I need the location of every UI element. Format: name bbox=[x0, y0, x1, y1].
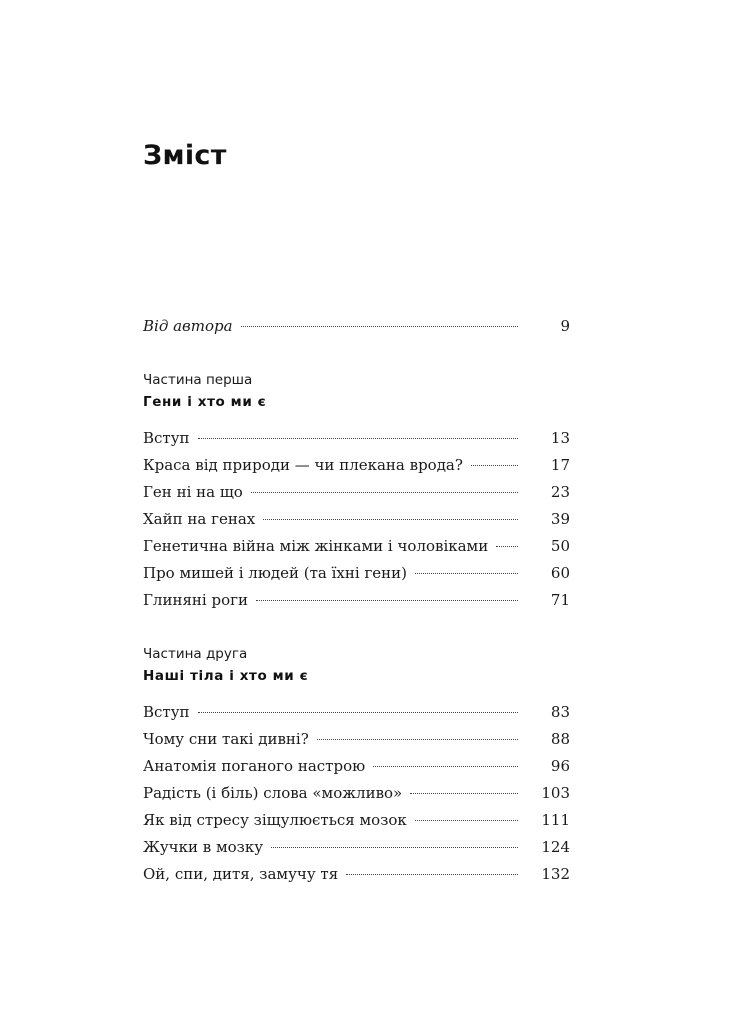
toc-entry-label: Вступ bbox=[143, 429, 190, 447]
toc-entry-label: Радість (і біль) слова «можливо» bbox=[143, 784, 403, 802]
dot-leader bbox=[415, 820, 518, 821]
toc-entry[interactable] bbox=[143, 783, 570, 803]
dot-leader bbox=[271, 847, 518, 848]
toc-entry[interactable] bbox=[143, 837, 570, 857]
dot-leader bbox=[410, 793, 518, 794]
page-title: Зміст bbox=[143, 140, 227, 171]
toc-entry[interactable] bbox=[143, 590, 570, 610]
dot-leader bbox=[263, 519, 518, 520]
toc-entry-label: Ой, спи, дитя, замучу тя bbox=[143, 865, 339, 883]
dot-leader bbox=[198, 712, 518, 713]
toc-entry-label: Жучки в мозку bbox=[143, 838, 264, 856]
toc-entry-page: 132 bbox=[541, 865, 570, 883]
toc-entry[interactable] bbox=[143, 702, 570, 722]
toc-entry-page: 9 bbox=[560, 317, 570, 335]
toc-entry-label: Хайп на генах bbox=[143, 510, 256, 528]
dot-leader bbox=[251, 492, 518, 493]
dot-leader bbox=[346, 874, 518, 875]
dot-leader bbox=[471, 465, 518, 466]
toc-entry-page: 96 bbox=[550, 757, 570, 775]
toc-entry-label: Вступ bbox=[143, 703, 190, 721]
toc-entry-label: Як від стресу зіщулюється мозок bbox=[143, 811, 407, 829]
toc-entry-label: Про мишей і людей (та їхні гени) bbox=[143, 564, 408, 582]
toc-entry-label: Від автора bbox=[143, 317, 233, 335]
toc-entry-label: Глиняні роги bbox=[143, 591, 248, 609]
toc-entry-label: Чому сни такі дивні? bbox=[143, 730, 309, 748]
toc-entry-page: 13 bbox=[550, 429, 570, 447]
toc-entry[interactable] bbox=[143, 563, 570, 583]
toc-entry-page: 124 bbox=[541, 838, 570, 856]
dot-leader bbox=[241, 326, 518, 327]
toc-entry-label: Краса від природи — чи плекана врода? bbox=[143, 456, 463, 474]
toc-entry-page: 88 bbox=[550, 730, 570, 748]
toc-entry[interactable] bbox=[143, 864, 570, 884]
toc-entry-page: 71 bbox=[550, 591, 570, 609]
part-1-label: Частина перша bbox=[143, 372, 253, 388]
toc-entry-page: 50 bbox=[550, 537, 570, 555]
toc-entry[interactable] bbox=[143, 509, 570, 529]
toc-entry-page: 17 bbox=[550, 456, 570, 474]
toc-entry-page: 23 bbox=[550, 483, 570, 501]
toc-entry-label: Ген ні на що bbox=[143, 483, 243, 501]
part-2-title: Наші тіла і хто ми є bbox=[143, 668, 309, 684]
toc-entry[interactable] bbox=[143, 482, 570, 502]
part-2-label: Частина друга bbox=[143, 646, 248, 662]
toc-entry-page: 111 bbox=[541, 811, 570, 829]
toc-entry[interactable] bbox=[143, 536, 570, 556]
dot-leader bbox=[496, 546, 518, 547]
toc-entry[interactable] bbox=[143, 729, 570, 749]
toc-entry[interactable] bbox=[143, 455, 570, 475]
toc-entry[interactable] bbox=[143, 428, 570, 448]
toc-entry-page: 103 bbox=[541, 784, 570, 802]
toc-entry[interactable] bbox=[143, 756, 570, 776]
toc-entry-page: 39 bbox=[550, 510, 570, 528]
part-1-title: Гени і хто ми є bbox=[143, 394, 267, 410]
toc-entry-page: 83 bbox=[550, 703, 570, 721]
toc-entry[interactable] bbox=[143, 810, 570, 830]
dot-leader bbox=[198, 438, 518, 439]
toc-entry-page: 60 bbox=[550, 564, 570, 582]
dot-leader bbox=[415, 573, 518, 574]
toc-entry-label: Анатомія поганого настрою bbox=[143, 757, 366, 775]
dot-leader bbox=[373, 766, 518, 767]
toc-entry-label: Генетична війна між жінками і чоловіками bbox=[143, 537, 489, 555]
toc-entry-intro[interactable] bbox=[143, 316, 570, 336]
dot-leader bbox=[317, 739, 518, 740]
dot-leader bbox=[256, 600, 518, 601]
